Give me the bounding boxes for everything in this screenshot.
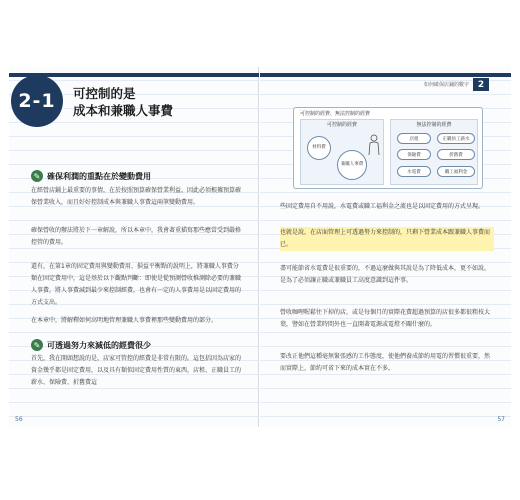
pill-insurance: 保險費 — [397, 149, 431, 160]
chapter-title — [73, 85, 253, 119]
controllable-label: 可控制的經費 — [326, 122, 357, 128]
expense-figure — [293, 107, 483, 189]
top-stripe — [260, 73, 511, 77]
section-heading-1 — [31, 170, 151, 182]
right-page — [260, 67, 511, 427]
pill-depreciation: 折舊費 — [437, 149, 475, 160]
chapter-number: 2 — [473, 78, 489, 91]
controllable-panel — [300, 119, 384, 185]
header-text: 如何確保店鋪的數字 — [423, 82, 469, 88]
right-paragraph-2: 也就是說，在店面管理上可透過努力來控制的，只剩下營業成本跟兼職人事費而已。 — [280, 227, 494, 251]
book-spread — [9, 67, 511, 427]
section-2-title: 可透過努力來減低的經費很少 — [47, 340, 151, 350]
page-number-left: 56 — [15, 416, 23, 423]
pill-welfare: 職工福利金 — [437, 166, 475, 177]
title-line-1: 可控制的是 — [73, 86, 136, 101]
page-number-right: 57 — [497, 416, 505, 423]
section-1-title: 確保利潤的重點在於變動費用 — [47, 171, 151, 181]
left-page — [9, 67, 259, 427]
figure-title: 可控制的經費、無法控制的經費 — [300, 111, 371, 117]
right-paragraph-5: 要改正他們這種毫無緊張感的工作態度，使他們養成節約用電的習慣很重要，然而實際上，節約可省下來的成本實在不多， — [280, 353, 491, 372]
bubble-part-time: 兼職人事費 — [337, 150, 367, 180]
pen-icon: ✎ — [31, 339, 43, 351]
pill-salary: 正職員工薪水 — [437, 133, 475, 144]
left-paragraph-4: 在本章中，將解釋如何高明地管理兼職人事費裡那些變動費用的部分。 — [31, 317, 218, 324]
pill-rent: 店租 — [397, 133, 431, 144]
badge-text: 2-1 — [18, 90, 56, 112]
left-paragraph-3: 還有，在第1章的固定費用與變動費用、損益平衡點的說明上，將兼職人事費分類在固定費用中，這是基於以下觀點判斷：即使是從預測營收推測除必要的兼職人事費，將人事費減到最少來控制經費，也會有一定的人事費用是以固定費用的方式支出。 — [31, 263, 242, 306]
uncontrollable-panel — [390, 119, 478, 185]
bubble-materials: 材料費 — [307, 136, 331, 160]
chapter-badge — [11, 75, 63, 127]
left-paragraph-5: 首先，我在開頭想說的是，店家可管控的經費是非常有限的。這包括因為店家的資金幾乎都是固定費用，以及具有類似固定費用性質的東西，店租、正職員工的薪水、保險費、折舊費這 — [31, 355, 242, 386]
title-line-2: 成本和兼職人事費 — [73, 103, 174, 118]
uncontrollable-label: 無法控制的經費 — [416, 122, 452, 128]
right-paragraph-1: 些固定費用自不用說，水電費或職工福利金之流也是以固定費用的方式呈現。 — [280, 203, 485, 210]
right-paragraph-4: 營收咖哩喔鬆往下掉的店，或是每個月的實際花費超過預算的店很多都很粗枝大葉，譬如在營業時間外也一直開著電源或電燈不關什麼的。 — [280, 309, 491, 328]
running-header — [424, 78, 489, 91]
left-paragraph-1: 在經營店鋪上最重要的事情，在於按照預算確保營業利益。因此必須根據預算確保營業收入，而且好好控制成本與兼職人事費這兩筆變動費用。 — [31, 187, 242, 206]
right-paragraph-3: 盡可能節省水電費是很重要的，不過這麼做與其說是為了降低成本，更不如說，是為了必須讓正職或兼職員工高度意識到這件事。 — [280, 265, 491, 284]
pen-icon: ✎ — [31, 170, 43, 182]
pill-utilities: 水電費 — [397, 166, 431, 177]
left-paragraph-2: 確保營收的辦法將於下一章解說，所以本章中，我會著重描寫那些應當受到嚴格控管的費用。 — [31, 227, 242, 246]
person-icon — [367, 134, 381, 156]
section-heading-2 — [31, 339, 151, 351]
